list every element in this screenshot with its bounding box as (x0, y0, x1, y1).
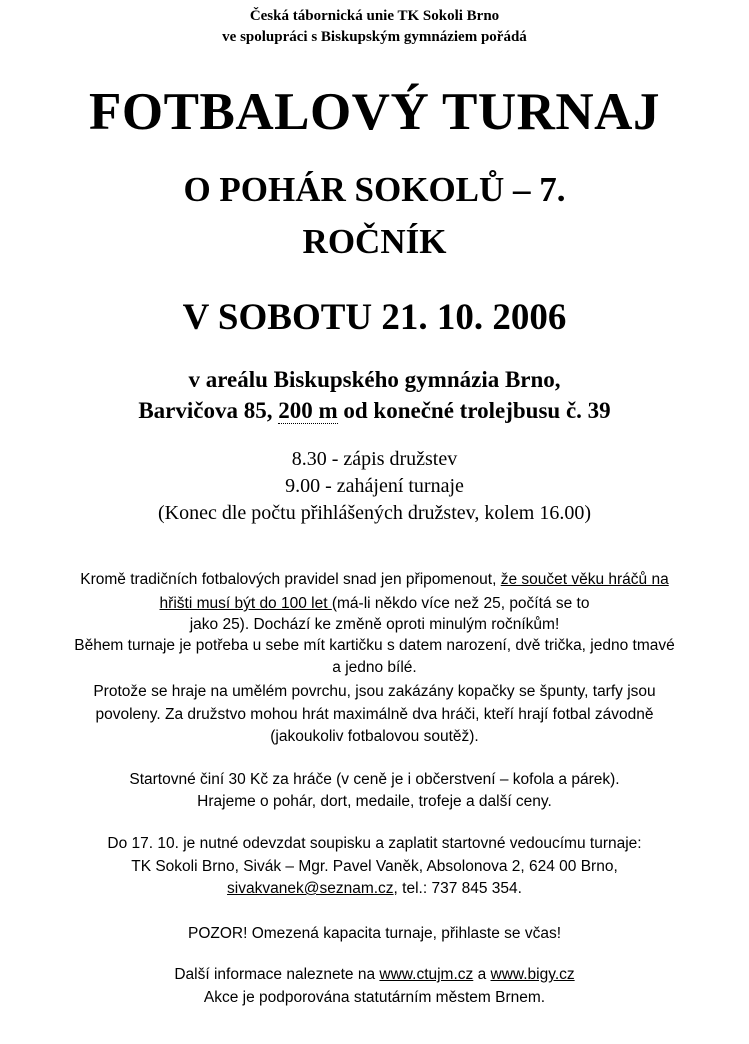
page-title: FOTBALOVÝ TURNAJ (89, 83, 660, 141)
venue-line-2 (0, 398, 749, 424)
venue-address: Barvičova 85, (138, 398, 279, 423)
venue-distance: 200 m (278, 398, 338, 423)
prizes-line: Hrajeme o pohár, dort, medaile, trofeje a další ceny. (197, 793, 552, 810)
schedule-item: (Konec dle počtu přihlášených družstev, kolem 16.00) (157, 502, 592, 524)
rules-text: (má-li někdo více než 25, počítá se to (331, 595, 590, 612)
venue-directions: od konečné trolejbusu č. 39 (337, 398, 611, 423)
ctujm-link[interactable]: www.ctujm.cz (379, 966, 474, 983)
phone-text: , tel.: 737 845 354. (393, 880, 522, 897)
cooperation-line: ve spolupráci s Biskupským gymnáziem pořádá (222, 29, 527, 45)
rules-highlight: hřišti musí být do 100 let (159, 595, 332, 612)
support-line: Akce je podporována statutárním městem Brnem. (203, 989, 546, 1006)
capacity-warning: POZOR! Omezená kapacita turnaje, přihlaste se včas! (187, 925, 562, 942)
info-text: Další informace naleznete na (174, 966, 380, 983)
email-link[interactable]: sivakvanek@seznam.cz (227, 880, 394, 897)
rules-line: Protože se hraje na umělém povrchu, jsou zakázány kopačky se špunty, tarfy jsou (93, 683, 656, 700)
info-conjunction: a (473, 966, 491, 983)
venue-line-1: v areálu Biskupského gymnázia Brno, (188, 367, 561, 392)
registration-email-line (0, 880, 749, 898)
registration-line: Do 17. 10. je nutné odevzdat soupisku a zaplatit startovné vedoucímu turnaje: (107, 835, 642, 852)
rules-text: Kromě tradičních fotbalových pravidel snad jen připomenout, (80, 571, 501, 588)
bigy-link[interactable]: www.bigy.cz (490, 966, 575, 983)
rules-line (0, 571, 749, 589)
organizer-line: Česká tábornická unie TK Sokoli Brno (249, 8, 500, 24)
rules-line: jako 25). Dochází ke změně oproti minulým ročníkům! (189, 616, 560, 633)
rules-highlight: že součet věku hráčů na (500, 571, 669, 588)
info-line (0, 966, 749, 984)
schedule-item: 8.30 - zápis družstev (291, 448, 458, 470)
subtitle-line-2: ROČNÍK (302, 222, 447, 261)
rules-line: povoleny. Za družstvo mohou hrát maximálně dva hráči, kteří hrají fotbal závodně (95, 706, 654, 723)
event-date: V SOBOTU 21. 10. 2006 (182, 297, 567, 338)
subtitle-line-1: O POHÁR SOKOLŮ – 7. (183, 170, 566, 209)
fee-line: Startovné činí 30 Kč za hráče (v ceně je i občerstvení – kofola a párek). (129, 771, 620, 788)
rules-line: (jakoukoliv fotbalovou soutěž). (270, 728, 479, 745)
registration-contact: TK Sokoli Brno, Sivák – Mgr. Pavel Vaněk, Absolonova 2, 624 00 Brno, (131, 858, 618, 875)
schedule-item: 9.00 - zahájení turnaje (285, 475, 464, 497)
rules-line (0, 595, 749, 613)
rules-line: a jedno bílé. (332, 659, 417, 676)
rules-line: Během turnaje je potřeba u sebe mít kartičku s datem narození, dvě trička, jedno tmavé (74, 637, 675, 654)
